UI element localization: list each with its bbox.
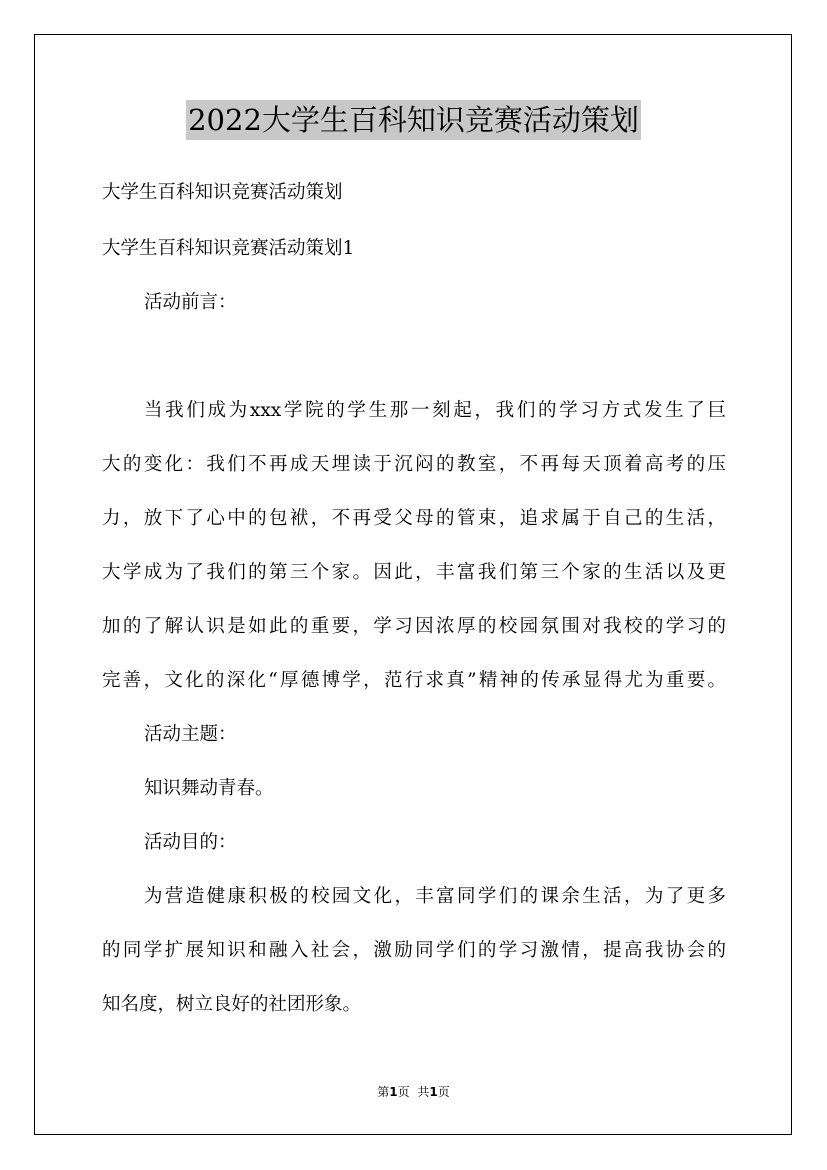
preface-paragraph-line: 大学成为了我们的第三个家。因此，丰富我们第三个家的生活以及更 bbox=[102, 562, 726, 583]
document-title: 2022大学生百科知识竞赛活动策划 bbox=[186, 100, 641, 140]
footer-page-prefix: 第 bbox=[377, 1085, 390, 1099]
subtitle-numbered-line: 大学生百科知识竞赛活动策划1 bbox=[102, 238, 355, 259]
footer-page-number: 1 bbox=[389, 1085, 398, 1099]
preface-paragraph-line: 力，放下了心中的包袱，不再受父母的管束，追求属于自己的生活， bbox=[102, 508, 726, 529]
preface-heading: 活动前言： bbox=[144, 292, 237, 313]
footer-page-mid: 页 bbox=[397, 1085, 410, 1099]
purpose-paragraph-line: 的同学扩展知识和融入社会，激励同学们的学习激情，提高我协会的 bbox=[102, 940, 726, 961]
theme-heading: 活动主题： bbox=[144, 724, 237, 745]
title-container bbox=[0, 100, 827, 140]
preface-paragraph-line: 完善，文化的深化“厚德博学，范行求真”精神的传承显得尤为重要。 bbox=[102, 670, 726, 691]
footer-total-prefix: 共 bbox=[417, 1085, 430, 1099]
theme-text: 知识舞动青春。 bbox=[144, 778, 274, 799]
purpose-heading: 活动目的： bbox=[144, 832, 237, 853]
page-footer bbox=[0, 1084, 827, 1100]
preface-paragraph-line: 当我们成为xxx学院的学生那一刻起，我们的学习方式发生了巨 bbox=[144, 400, 726, 421]
purpose-paragraph-line: 知名度，树立良好的社团形象。 bbox=[102, 994, 362, 1015]
subtitle-line: 大学生百科知识竞赛活动策划 bbox=[102, 182, 343, 203]
footer-total-number: 1 bbox=[429, 1085, 438, 1099]
preface-paragraph-line: 大的变化：我们不再成天埋读于沉闷的教室，不再每天顶着高考的压 bbox=[102, 454, 726, 475]
purpose-paragraph-line: 为营造健康积极的校园文化，丰富同学们的课余生活，为了更多 bbox=[144, 886, 726, 907]
preface-paragraph-line: 加的了解认识是如此的重要，学习因浓厚的校园氛围对我校的学习的 bbox=[102, 616, 726, 637]
footer-total-suffix: 页 bbox=[437, 1085, 450, 1099]
